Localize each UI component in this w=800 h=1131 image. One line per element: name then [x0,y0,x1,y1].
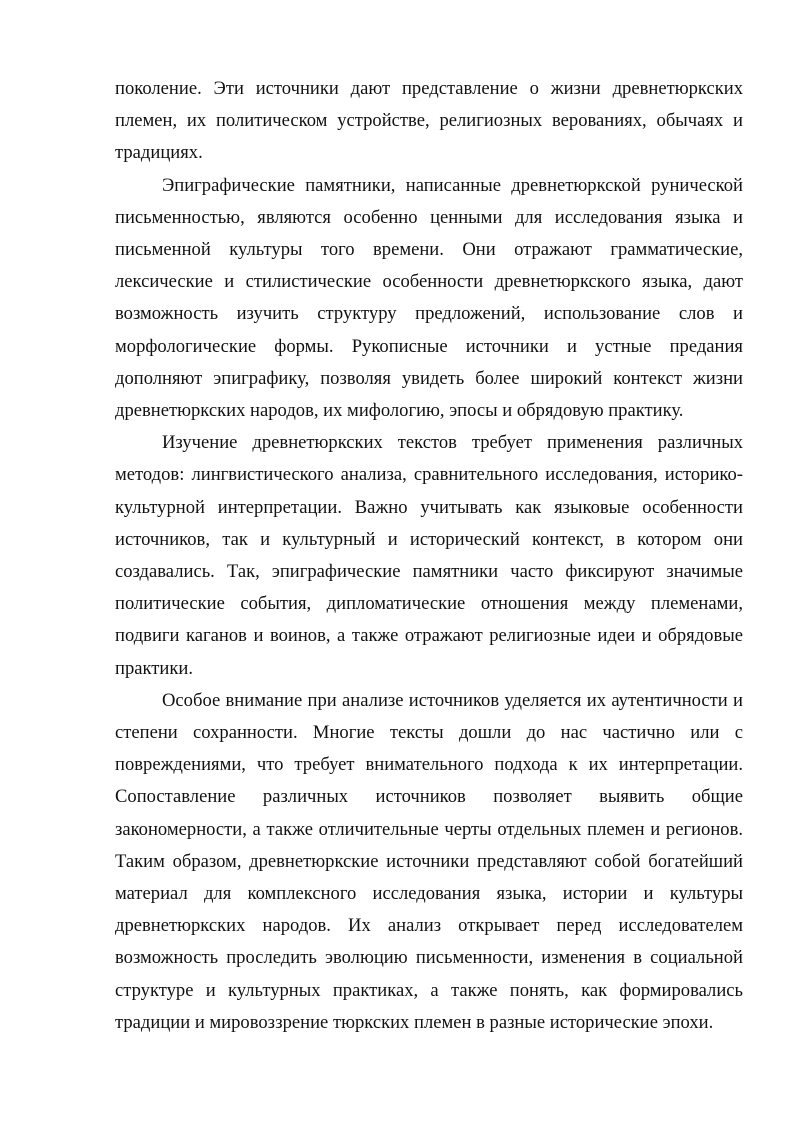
paragraph-study-methods: Изучение древнетюркских текстов требует применения различных методов: лингвистического анализа, сравнительного исследования, историко-культурной интерпретации. Важно учитывать как языковые особенности источников, так и культурный и исторический контекст, в котором они создавались. Так, эпиграфические памятники часто фиксируют значимые политические события, дипломатические отношения между племенами, подвиги каганов и воинов, а также отражают религиозные идеи и обрядовые практики. [115,432,743,679]
paragraph-source-authenticity: Особое внимание при анализе источников уделяется их аутентичности и степени сохранности. Многие тексты дошли до нас частично или с повреждениями, что требует внимательного подхода к их интерпретации. Сопоставление различных источников позволяет выявить общие закономерности, а также отличительные черты отдельных племен и регионов. Таким образом, древнетюркские источники представляют собой богатейший материал для комплексного исследования языка, истории и культуры древнетюркских народов. Их анализ открывает перед исследователем возможность проследить эволюцию письменности, изменения в социальной структуре и культурных практиках, а также понять, как формировались традиции и мировоззрение тюркских племен в разные исторические эпохи. [115,689,743,1033]
document-page [115,73,743,1039]
paragraph-continuation: поколение. Эти источники дают представление о жизни древнетюркских племен, их политическом устройстве, религиозных верованиях, обычаях и традициях. [115,78,743,164]
paragraph-epigraphic-monuments: Эпиграфические памятники, написанные древнетюркской рунической письменностью, являются особенно ценными для исследования языка и письменной культуры того времени. Они отражают грамматические, лексические и стилистические особенности древнетюркского языка, дают возможность изучить структуру предложений, использование слов и морфологические формы. Рукописные источники и устные предания дополняют эпиграфику, позволяя увидеть более широкий контекст жизни древнетюркских народов, их мифологию, эпосы и обрядовую практику. [115,174,743,422]
